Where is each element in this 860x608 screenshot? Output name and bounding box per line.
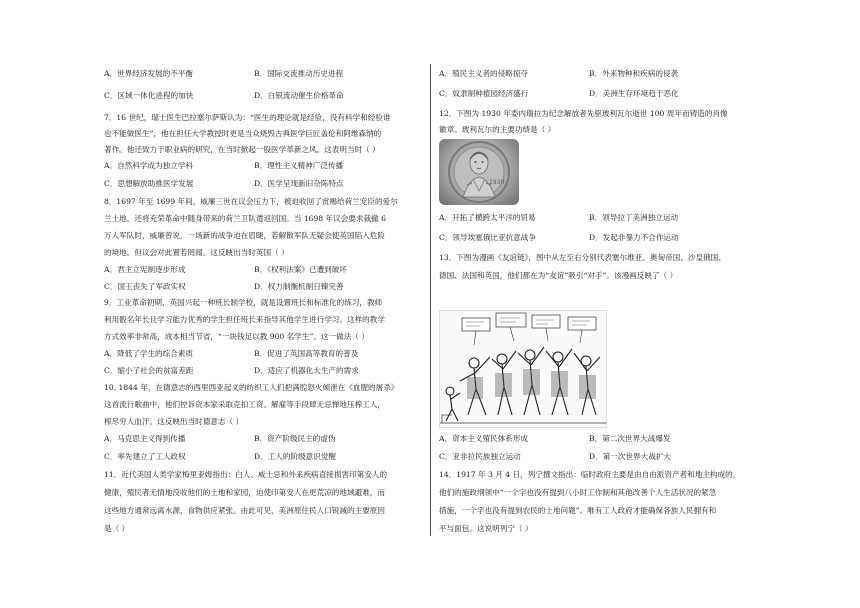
- option-b: B．理性主义精神广泛传播: [254, 161, 344, 170]
- question-text-line: 措施，一个字也没有提到农民的土地问题”。唯有工人政府才能确保各族人民拥有和: [439, 506, 717, 515]
- option-b: B．外来物种和疾病的侵袭: [589, 69, 679, 78]
- question-text-line: 万人军队时，威廉曾说，一场新的战争迫在眉睫，若解散军队无疑会使英国陷入危险: [104, 231, 385, 240]
- question-text-line: 13．下图为漫画《友谊链》，图中从左至右分别代表塞尔维亚、奥匈帝国、沙皇俄国、: [439, 253, 726, 262]
- option-d: D．权力制衡机制日臻完善: [254, 282, 344, 291]
- option-d: D．第一次世界大战扩大: [589, 452, 672, 461]
- option-a: A．降低了学生的综合素质: [104, 349, 194, 358]
- medal-year: 1930: [489, 179, 505, 186]
- option-c: C．率先建立了工人政权: [104, 452, 186, 461]
- question-text-line: 也不能做医生”，他在担任大学教授时更是当众烧毁古典医学巨匠盖伦和阿维森纳的: [104, 129, 382, 138]
- option-d: D．适应了机器化大生产的需求: [254, 366, 359, 375]
- bolivar-medal-image: [439, 139, 519, 205]
- question-text-line: 8．1697 年至 1699 年间，威廉三世在议会压力下，被迫收回了赏赐给荷兰宠臣的爱尔: [104, 197, 398, 206]
- question-text-line: 10. 1844 年，在德意志的西里西亚起义的纺织工人们把满腔怒火倾泄在《血腥的屠杀》: [104, 383, 399, 392]
- question-text-line: 9．工业革命初期，英国兴起一种班长制学校，就是设置班长和标准化的练习，教师: [104, 298, 383, 307]
- question-text-line: 方式效率非常高，成本相当节省，“一块钱足以教 900 名学生”。这一做法（ ）: [104, 332, 369, 341]
- option-d: D．医学呈现新旧杂陈特点: [254, 179, 344, 188]
- option-d: D．白银流动催生价格革命: [254, 91, 344, 100]
- option-a: A．君主立宪制逐步形成: [104, 265, 186, 274]
- question-text-line: 12．下图为 1930 年委内瑞拉为纪念解放者先驱玻利瓦尔逝世 100 周年而铸造的肖像: [439, 109, 728, 118]
- question-text-line: 的境地。但议会对此置若罔闻。这反映出当时英国（ ）: [104, 248, 289, 257]
- option-d: D．工人的阶级意识觉醒: [254, 452, 337, 461]
- option-a: A．世界经济发展的不平衡: [104, 69, 194, 78]
- question-text-line: 7．16 世纪，瑞士医生巴拉塞尔萨斯认为：“医生的理论就是经验，没有科学和经验谁: [104, 113, 391, 122]
- question-text-line: 是（ ）: [104, 524, 130, 533]
- question-text-line: 徽章。玻利瓦尔的主要功绩是（ ）: [439, 125, 556, 134]
- question-text-line: 这些地方通常远离水源，食物供应紧张。由此可见，美洲原住民人口锐减的主要原因: [104, 506, 385, 515]
- option-a: A．开拓了横跨太平洋的贸易: [439, 213, 536, 222]
- column-divider: [430, 64, 431, 536]
- question-text-line: 健康，殖民者无情地没收他们的土地和家园，迫使印第安人在更荒凉的地域避难，而: [104, 488, 385, 497]
- option-d: D．美洲生存环境趋于恶化: [589, 89, 679, 98]
- option-d: D．发起非暴力不合作运动: [589, 233, 679, 242]
- option-c: C．亚非拉民族独立运动: [439, 452, 521, 461]
- option-c: C．领导埃塞俄比亚抗意战争: [439, 233, 536, 242]
- option-c: C．缩小了社会的贫富差距: [104, 366, 194, 375]
- cartoon-illustration: [440, 311, 607, 428]
- option-b: B．资产阶级民主的虚伪: [254, 434, 336, 443]
- option-a: A．马克思主义得到传播: [104, 434, 186, 443]
- option-a: A．自然科学成为独立学科: [104, 161, 194, 170]
- option-b: B．《权利法案》已遭到破坏: [254, 265, 347, 274]
- option-b: B．国际交流推动历史进程: [254, 69, 344, 78]
- option-c: C．思想解放助推医学发展: [104, 179, 194, 188]
- medal-illustration: [439, 139, 519, 205]
- option-c: C．奴隶制种植园经济盛行: [439, 89, 529, 98]
- option-c: C．区域一体化进程的加快: [104, 91, 194, 100]
- question-text-line: 11．近代美国人类学家梅里亚姆指出：白人、威士忌和外来疾病直接损害印第安人的: [104, 470, 388, 479]
- question-text-line: 他们的施政纲领中“一个字也没有提到八小时工作制和其他改善个人生活状况的紧急: [439, 488, 717, 497]
- question-text-line: 利用骰名年长且学习能力优秀的学生担任班长来指导其他学生进行学习。这样的教学: [104, 315, 385, 324]
- question-text-line: 14．1917 年 3 月 4 日，列宁撰文指出：临时政府主要是由自由派资产者和地主构成的，: [439, 470, 741, 479]
- option-a: A．殖民主义者的侵略掠夺: [439, 69, 529, 78]
- question-text-line: 榨尽穷人血汗。这反映出当时德意志（ ）: [104, 417, 244, 426]
- option-b: B．领导拉丁美洲独立运动: [589, 213, 679, 222]
- option-a: A．资本主义殖民体系形成: [439, 434, 529, 443]
- option-b: B．第二次世界大战爆发: [589, 434, 671, 443]
- question-text-line: 兰土地，还将充荣革命中随身带来的荷兰卫队遣返回国。当 1698 年议会要求裁撤 6: [104, 214, 386, 223]
- question-text-line: 平与面包。这说明列宁（ ）: [439, 524, 533, 533]
- question-text-line: 德国、法国和英国，他们都在为“友谊”吸引“对手”。该漫画反映了（ ）: [439, 271, 678, 280]
- option-c: C．国王丧失了军政实权: [104, 282, 186, 291]
- option-b: B．促进了英国高等教育的普及: [254, 349, 359, 358]
- friendship-chain-cartoon: [439, 310, 607, 428]
- question-text-line: 著作。他还致力于职业病的研究，在当时掀起一股医学革新之风。这表明当时（ ）: [104, 145, 380, 154]
- question-text-line: 这首流行歌曲中，他们控诉资本家采取克扣工资、解雇等手段肆无忌惮地压榨工人，: [104, 400, 385, 409]
